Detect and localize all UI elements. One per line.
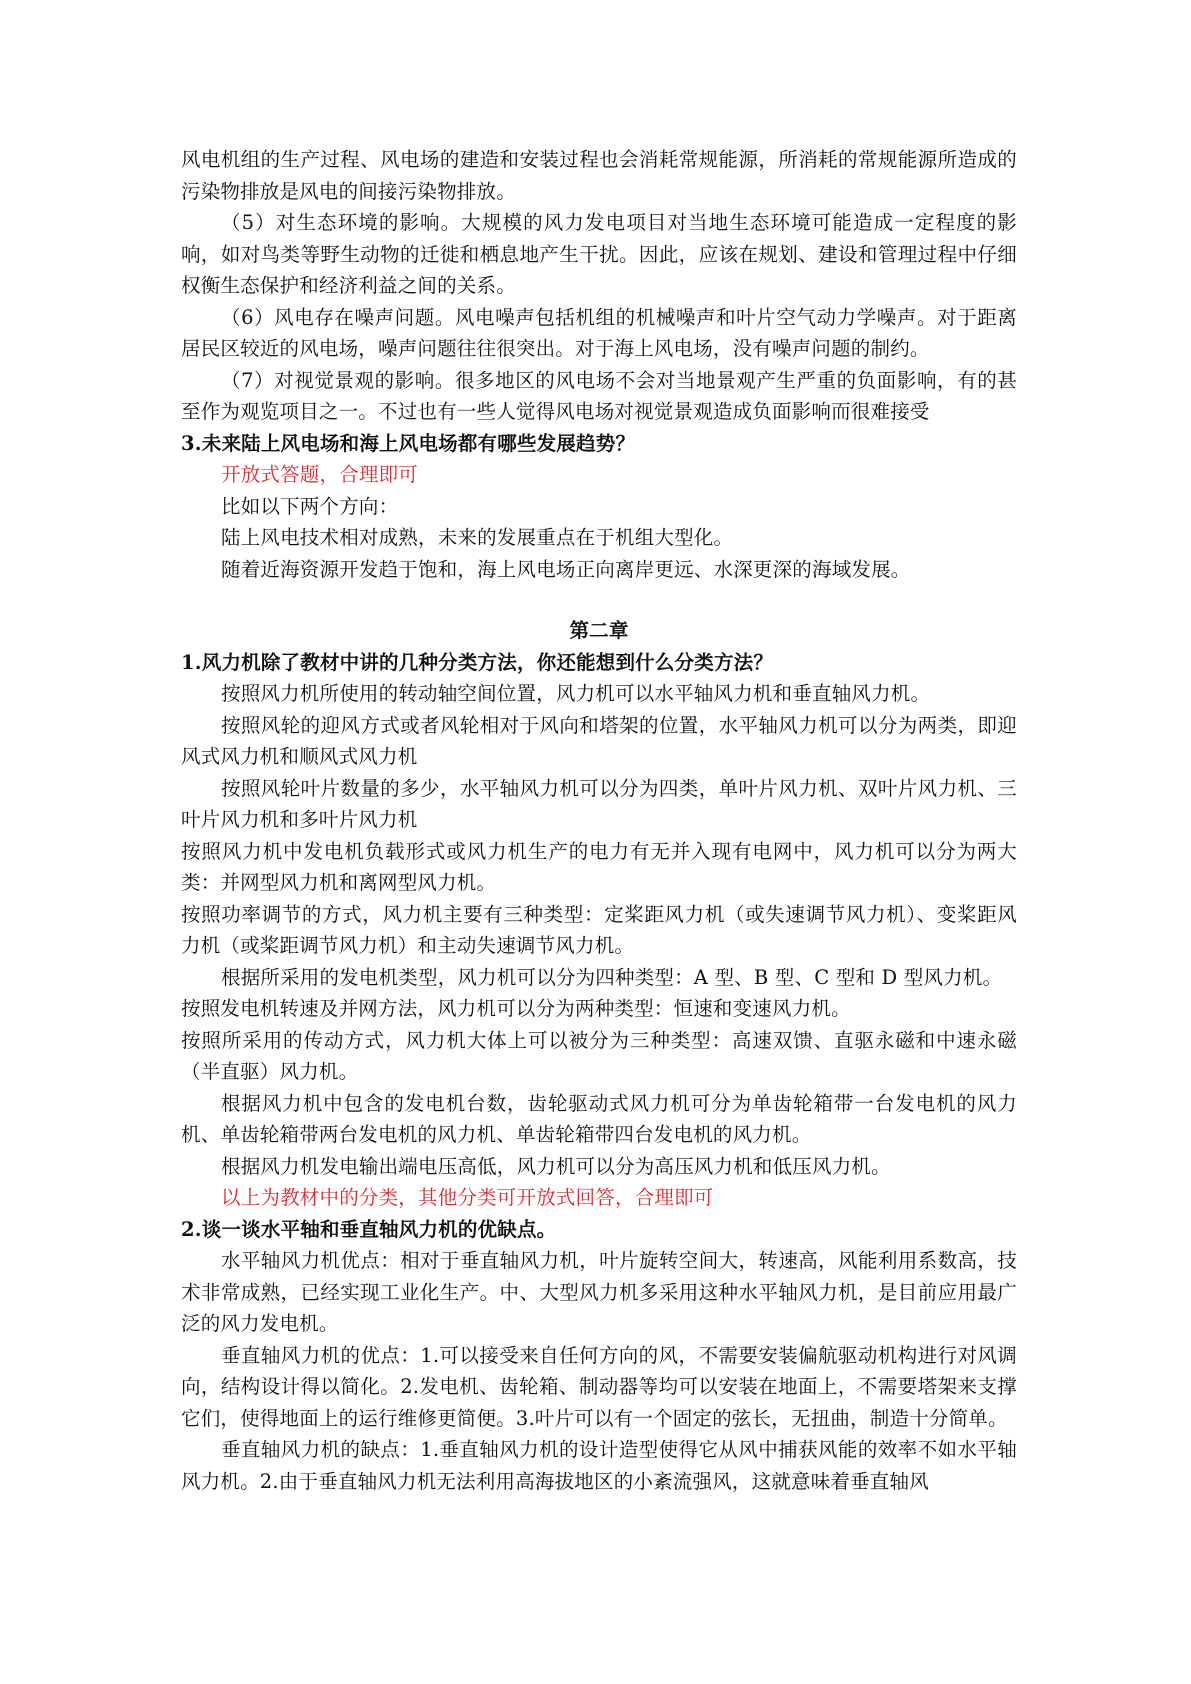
answer-line-onshore: 陆上风电技术相对成熟，未来的发展重点在于机组大型化。	[221, 526, 734, 549]
answer-voltage-level: 根据风力机发电输出端电压高低，风力机可以分为高压风力机和低压风力机。	[221, 1154, 891, 1178]
answer-vertical-pros: 垂直轴风力机的优点：1.可以接受来自任何方向的风，不需要安装偏航驱动机构进行对风调向，结构设计得以简化。2.发电机、齿轮箱、制动器等均可以安装在地面上，不需要塔架来支撑它们，使得地面上的运行维修更简便。3.叶片可以有一个固定的弦长，无扭曲，制造十分简单。	[181, 1343, 1017, 1430]
answer-generator-count: 根据风力机中包含的发电机台数，齿轮驱动式风力机可分为单齿轮箱带一台发电机的风力机、单齿轮箱带两台发电机的风力机、单齿轮箱带四台发电机的风力机。	[181, 1091, 1017, 1146]
paragraph-visual-impact: （7）对视觉景观的影响。很多地区的风电场不会对当地景观产生严重的负面影响，有的甚至作为观览项目之一。不过也有一些人觉得风电场对视觉景观造成负面影响而很难接受	[181, 368, 1017, 423]
question-heading-classification: 1.风力机除了教材中讲的几种分类方法，你还能想到什么分类方法？	[181, 650, 774, 674]
answer-blade-count: 按照风轮叶片数量的多少，水平轴风力机可以分为四类，单叶片风力机、双叶片风力机、三叶片风力机和多叶片风力机	[181, 776, 1017, 831]
answer-wind-facing: 按照风轮的迎风方式或者风轮相对于风向和塔架的位置，水平轴风力机可以分为两类，即迎风式风力机和顺风式风力机	[181, 713, 1017, 768]
document-page	[181, 144, 1017, 1497]
answer-generator-type: 根据所采用的发电机类型，风力机可以分为四种类型：A 型、B 型、C 型和 D 型风力机。	[221, 965, 1003, 989]
paragraph-noise-issue: （6）风电存在噪声问题。风电噪声包括机组的机械噪声和叶片空气动力学噪声。对于距离居民区较近的风电场，噪声问题往往很突出。对于海上风电场，没有噪声问题的制约。	[181, 305, 1017, 360]
answer-line-offshore: 随着近海资源开发趋于饱和，海上风电场正向离岸更远、水深更深的海域发展。	[221, 557, 911, 581]
answer-grid-connection: 按照风力机中发电机负载形式或风力机生产的电力有无并入现有电网中，风力机可以分为两大类：并网型风力机和离网型风力机。	[181, 839, 1017, 894]
answer-vertical-cons: 垂直轴风力机的缺点：1.垂直轴风力机的设计造型使得它从风中捕获风能的效率不如水平轴风力机。2.由于垂直轴风力机无法利用高海拔地区的小紊流强风，这就意味着垂直轴风	[181, 1438, 1017, 1493]
answer-speed-type: 按照发电机转速及并网方法，风力机可以分为两种类型：恒速和变速风力机。	[181, 997, 851, 1020]
chapter-title: 第二章	[569, 619, 629, 642]
answer-horizontal-pros: 水平轴风力机优点：相对于垂直轴风力机，叶片旋转空间大，转速高，风能利用系数高，技术非常成熟，已经实现工业化生产。中、大型风力机多采用这种水平轴风力机，是目前应用最广泛的风力发电机。	[181, 1249, 1017, 1335]
answer-drive-type: 按照所采用的传动方式，风力机大体上可以被分为三种类型：高速双馈、直驱永磁和中速永磁（半直驱）风力机。	[181, 1028, 1017, 1083]
question-heading-pros-cons: 2.谈一谈水平轴和垂直轴风力机的优缺点。	[181, 1217, 557, 1241]
question-heading-trends: 3.未来陆上风电场和海上风电场都有哪些发展趋势？	[181, 431, 636, 455]
paragraph-indirect-pollution: 风电机组的生产过程、风电场的建造和安装过程也会消耗常规能源，所消耗的常规能源所造成的污染物排放是风电的间接污染物排放。	[181, 148, 1017, 203]
paragraph-ecology-impact: （5）对生态环境的影响。大规模的风力发电项目对当地生态环境可能造成一定程度的影响，如对鸟类等野生动物的迁徙和栖息地产生干扰。因此，应该在规划、建设和管理过程中仔细权衡生态保护和经济利益之间的关系。	[181, 211, 1017, 297]
answer-line-intro: 比如以下两个方向：	[221, 494, 399, 518]
answer-note-textbook: 以上为教材中的分类，其他分类可开放式回答，合理即可	[221, 1186, 714, 1209]
answer-axis-position: 按照风力机所使用的转动轴空间位置，风力机可以水平轴风力机和垂直轴风力机。	[221, 682, 931, 705]
answer-note-open: 开放式答题，合理即可	[221, 463, 419, 486]
answer-power-regulation: 按照功率调节的方式，风力机主要有三种类型：定桨距风力机（或失速调节风力机）、变桨距风力机（或桨距调节风力机）和主动失速调节风力机。	[181, 902, 1017, 957]
